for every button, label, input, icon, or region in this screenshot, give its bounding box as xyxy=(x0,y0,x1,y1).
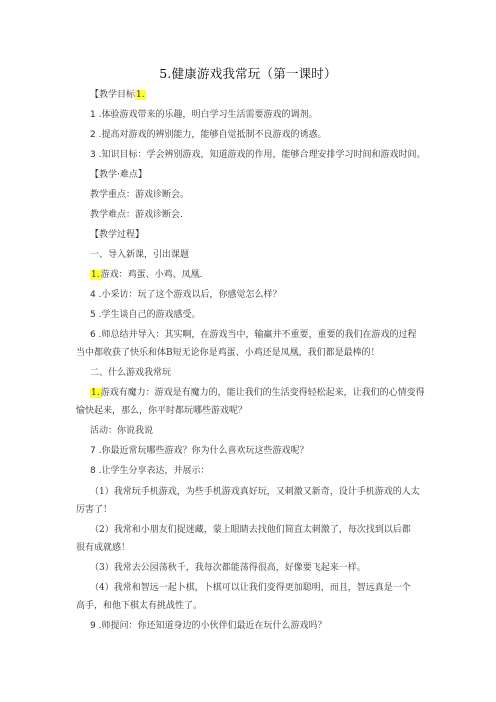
activity-label: 活动：你说我说 xyxy=(90,426,154,436)
part2-item-1-text-line1: 游戏有魔力：游戏是有魔力的，能让我们的生活变得轻松起来，让我们的心情变得 xyxy=(100,388,425,398)
part1-item-1 xyxy=(90,269,202,281)
part1-item-1-highlight: 1. xyxy=(91,270,100,280)
goal-1 xyxy=(90,109,317,121)
part1-item-6-number: 6 xyxy=(90,330,96,340)
share-4-line1: （4）我常和智远一起卜棋，卜棋可以让我们变得更加聪明，而且，智远真是一个 xyxy=(90,583,411,593)
share-2-line1: （2）我常和小朋友们捉迷藏，蒙上眼睛去找他们简直太刺激了，每次找到以后都 xyxy=(90,525,411,535)
part1-item-5 xyxy=(90,309,200,321)
goals-heading xyxy=(90,89,146,101)
goals-heading-highlight: 1. xyxy=(136,90,145,100)
goal-3-text: .知识目标：学会辨别游戏，知道游戏的作用，能够合理安排学习时间和游戏时间。 xyxy=(98,150,426,160)
part1-item-6-text-line1: .师总结并导入：其实啊，在游戏当中，输赢并不重要，重要的我们在游戏的过程 xyxy=(98,330,417,340)
part2-item-9-text: .师提问：你还知道身边的小伙伴们最近在玩什么游戏吗？ xyxy=(98,621,327,631)
share-4-line2: 高手，和他下棋太有挑战性了。 xyxy=(76,601,203,611)
part2-item-9 xyxy=(90,620,326,632)
goal-3-number: 3 xyxy=(90,150,96,160)
part1-item-4-number: 4 xyxy=(90,290,96,300)
key-point: 教学重点：游戏诊断会。 xyxy=(90,190,190,200)
part2-item-1-line2: 愉快起来，那么，你平时都玩哪些游戏呢？ xyxy=(76,406,248,416)
part1-item-1-text: 游戏：鸡蛋、小鸡、凤凰. xyxy=(100,270,203,280)
key-heading: 【教学·难点】 xyxy=(90,170,147,180)
part1-item-4 xyxy=(90,289,281,301)
share-2-line2: 很有成就感！ xyxy=(76,543,131,553)
part2-item-8-text: .让学生分享表达，并展示： xyxy=(98,466,210,476)
share-1-line2: 厉害了！ xyxy=(76,505,113,515)
part1-item-6-line2: 当中都收获了快乐和体B短无论你是鸡蛋、小鸡还是凤凰，我们都是最棒的！ xyxy=(76,348,380,358)
part2-item-7-number: 7 xyxy=(90,446,96,456)
goal-2-text: .提高对游戏的辨别能力，能够自觉抵制不良游戏的诱惑。 xyxy=(98,130,327,140)
goal-2 xyxy=(90,129,326,141)
goal-1-number: 1 xyxy=(90,110,96,120)
part2-heading: 二、什么游戏我常玩 xyxy=(90,368,172,378)
goal-3 xyxy=(90,149,425,161)
share-1-line1: （1）我常玩手机游戏，为些手机游戏真好玩，又刺激又新奇，设计手机游戏的人太 xyxy=(90,487,420,497)
part1-item-6 xyxy=(90,329,416,341)
part2-item-8-number: 8 xyxy=(90,466,96,476)
goal-1-text: .体验游戏带来的乐趣，明白学习生活需要游戏的调剂。 xyxy=(98,110,318,120)
part2-item-1 xyxy=(90,387,425,399)
part2-item-1-highlight: 1. xyxy=(91,388,100,398)
part1-item-5-number: 5 xyxy=(90,310,96,320)
part2-item-7 xyxy=(90,445,308,457)
part2-item-7-text: .你最近常玩哪些游戏？你为什么喜欢玩这些游戏呢？ xyxy=(98,446,309,456)
part2-item-9-number: 9 xyxy=(90,621,96,631)
part1-heading: 一、导入新课，引出课题 xyxy=(90,250,190,260)
goal-2-number: 2 xyxy=(90,130,96,140)
share-3-line1: （3）我常去公园荡秋千，我每次都能荡得很高，好像要飞起来一样。 xyxy=(90,563,366,573)
part1-item-4-text: .小采访：玩了这个游戏以后，你感觉怎么样？ xyxy=(98,290,282,300)
difficulty-point: 教学难点：游戏诊断会. xyxy=(90,210,183,220)
part2-item-8 xyxy=(90,465,209,477)
document-title: 5.健康游戏我常玩（第一课时） xyxy=(159,66,337,81)
goals-heading-prefix: 【教学目标 xyxy=(90,90,136,100)
process-heading: 【教学过程】 xyxy=(90,230,145,240)
part1-item-5-text: .学生谈自己的游戏感受。 xyxy=(98,310,201,320)
